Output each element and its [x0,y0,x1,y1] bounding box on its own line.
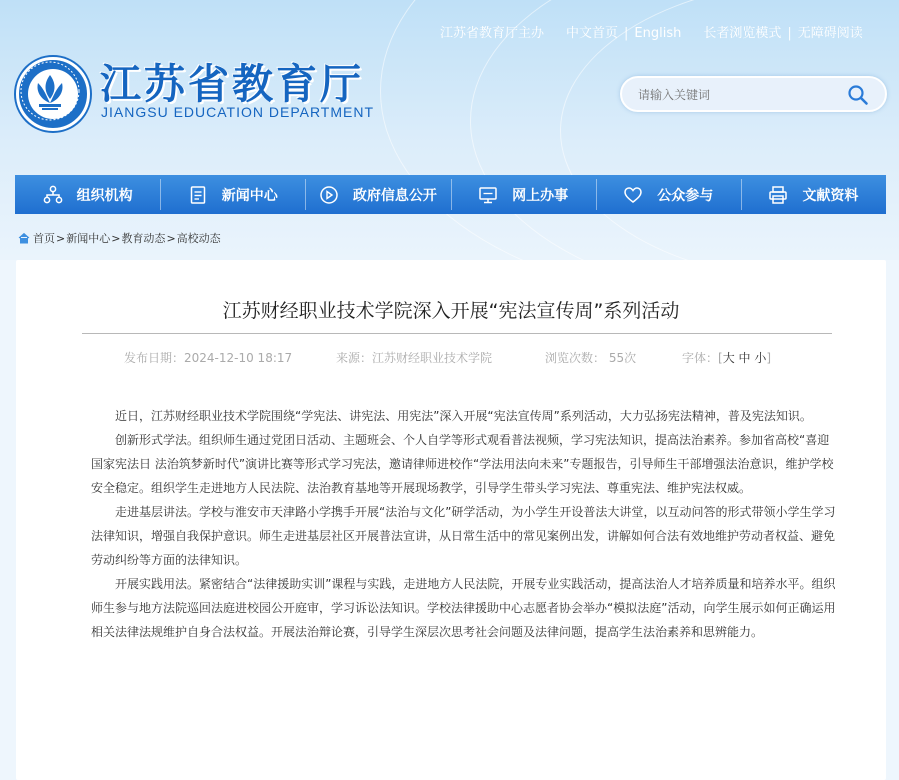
view-count: 浏览次数： 55次 [545,351,637,365]
nav-item-online-services[interactable] [451,175,596,214]
nav-label: 文献资料 [802,187,859,204]
article-title: 江苏财经职业技术学院深入开展“宪法宣传周”系列活动 [222,300,680,322]
font-size-close: ] [766,351,772,365]
search-input[interactable] [636,84,840,106]
nav-label: 网上办事 [512,187,569,204]
breadcrumb-university-news[interactable]: 高校动态 [176,232,221,245]
article-panel [16,260,886,780]
site-header [0,0,899,260]
nav-label: 公众参与 [657,187,714,204]
accessible-reading-link[interactable]: 无障碍阅读 [797,26,863,41]
breadcrumb-separator: > [166,231,176,245]
nav-label: 组织机构 [76,187,133,204]
font-size-large-button[interactable]: 大 [722,351,735,365]
english-link[interactable]: English [634,26,682,41]
article-paragraph: 走进基层讲法。学校与淮安市天津路小学携手开展“法治与文化”研学活动，为小学生开设普法大讲堂，以互动问答的形式带领小学生学习法律知识，增强自我保护意识。师生走进基层社区开展普法宣讲，从日常生活中的常见案例出发，讲解如何合法有效地维护劳动者权益、避免劳动纠纷等方面的法律知识。 [91,505,836,567]
main-nav [15,175,886,214]
nav-label: 新闻中心 [221,187,278,204]
nav-item-organization[interactable] [15,175,160,214]
chinese-home-link[interactable]: 中文首页 [566,26,619,41]
font-size-medium-button[interactable]: 中 [738,351,751,365]
font-size-controls [682,349,771,366]
nav-item-documents[interactable] [741,175,886,214]
nav-item-gov-info[interactable] [305,175,450,214]
article-source: 来源：江苏财经职业技术学院 [336,351,493,365]
nav-item-news[interactable] [160,175,305,214]
breadcrumb-education-news[interactable]: 教育动态 [121,232,166,245]
breadcrumb-separator: > [111,231,121,245]
site-logo-subtitle: JIANGSU EDUCATION DEPARTMENT [101,104,375,120]
article-paragraph: 近日，江苏财经职业技术学院围绕“学宪法、讲宪法、用宪法”深入开展“宪法宣传周”系列活动，大力弘扬宪法精神，普及宪法知识。 [115,409,812,423]
breadcrumb-news-center[interactable]: 新闻中心 [66,232,111,245]
top-links: 江苏省教育厅主办 中文首页 | English 长者浏览模式 | 无障碍阅读 [440,22,863,41]
info-circle-icon [319,185,339,205]
site-logo-title[interactable]: 江苏省教育厅 [100,60,364,108]
search-icon[interactable] [847,84,869,106]
nav-label: 政府信息公开 [352,187,437,204]
org-chart-icon [43,185,63,205]
monitor-icon [478,185,498,205]
sponsor-text: 江苏省教育厅主办 [440,26,545,41]
article-paragraph: 创新形式学法。组织师生通过党团日活动、主题班会、个人自学等形式观看普法视频，学习宪法知识，提高法治素养。参加省高校“喜迎国家宪法日 法治筑梦新时代”演讲比赛等形式学习宪法，邀请律师进校作“学法用法向未来”专题报告，引导师生干部增强法治意识，维护学校安全稳定。组织学生走进地方人民法院、法治教育基地等开展现场教学，引导学生带头学习宪法、尊重宪法、维护宪法权威。 [91,433,834,495]
heart-icon [623,185,643,205]
breadcrumb-home[interactable]: 首页 [33,232,55,245]
title-divider [82,333,832,334]
nav-item-public-participation[interactable] [596,175,741,214]
home-icon [18,232,30,244]
document-icon [188,185,208,205]
breadcrumb-separator: > [56,231,66,245]
printer-icon [768,185,788,205]
department-emblem-icon[interactable] [16,57,90,131]
font-size-small-button[interactable]: 小 [754,351,767,365]
elder-mode-link[interactable]: 长者浏览模式 [703,26,782,41]
article-body [91,404,836,644]
publish-date: 发布日期：2024-12-10 18:17 [124,351,293,365]
breadcrumb [18,230,221,246]
font-size-label: 字体：[ [682,351,723,365]
search-box [620,76,887,112]
article-paragraph: 开展实践用法。紧密结合“法律援助实训”课程与实践，走进地方人民法院，开展专业实践活动，提高法治人才培养质量和培养水平。组织师生参与地方法院巡回法庭进校园公开庭审，学习诉讼法知识。学校法律援助中心志愿者协会举办“模拟法庭”活动，向学生展示如何正确运用相关法律法规维护自身合法权益。开展法治辩论赛，引导学生深层次思考社会问题及法律问题，提高学生法治素养和思辨能力。 [91,577,836,639]
